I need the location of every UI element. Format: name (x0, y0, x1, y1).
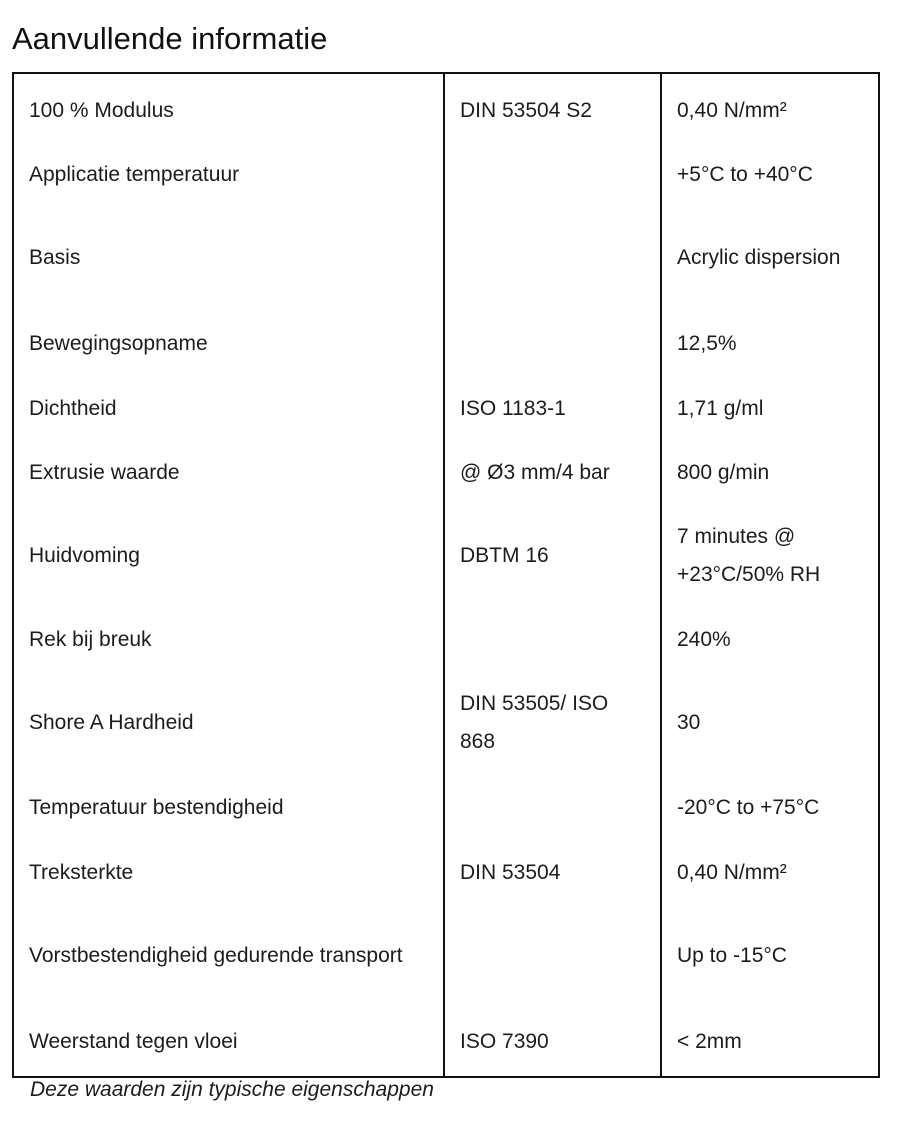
value-cell: 30 (661, 672, 879, 774)
value-cell: 240% (661, 608, 879, 672)
table-row (13, 204, 879, 312)
value-cell: Acrylic dispersion (661, 204, 879, 312)
table-row (13, 774, 879, 842)
value-cell: 12,5% (661, 312, 879, 376)
table-row (13, 376, 879, 442)
property-cell: Applicatie temperatuur (13, 146, 444, 204)
table-row (13, 312, 879, 376)
standard-cell (444, 774, 661, 842)
property-cell: Rek bij breuk (13, 608, 444, 672)
standard-cell: DIN 53505/ ISO 868 (444, 672, 661, 774)
property-cell: Treksterkte (13, 842, 444, 904)
table-row (13, 442, 879, 504)
property-cell: Basis (13, 204, 444, 312)
property-cell: Extrusie waarde (13, 442, 444, 504)
footnote: Deze waarden zijn typische eigenschappen (30, 1078, 434, 1101)
value-cell: < 2mm (661, 1008, 879, 1077)
table-row (13, 1008, 879, 1077)
table-row (13, 73, 879, 146)
standard-cell: DIN 53504 (444, 842, 661, 904)
standard-cell: DIN 53504 S2 (444, 73, 661, 146)
property-cell: Huidvoming (13, 504, 444, 608)
property-cell: 100 % Modulus (13, 73, 444, 146)
property-cell: Temperatuur bestendigheid (13, 774, 444, 842)
standard-cell: ISO 7390 (444, 1008, 661, 1077)
property-cell: Dichtheid (13, 376, 444, 442)
property-cell: Weerstand tegen vloei (13, 1008, 444, 1077)
standard-cell: ISO 1183-1 (444, 376, 661, 442)
properties-table (12, 72, 880, 1078)
standard-cell (444, 904, 661, 1008)
property-cell: Vorstbestendigheid gedurende transport (13, 904, 444, 1008)
value-cell: -20°C to +75°C (661, 774, 879, 842)
value-cell: 0,40 N/mm² (661, 73, 879, 146)
standard-cell: @ Ø3 mm/4 bar (444, 442, 661, 504)
standard-cell (444, 312, 661, 376)
value-cell: 800 g/min (661, 442, 879, 504)
standard-cell (444, 608, 661, 672)
value-cell: +5°C to +40°C (661, 146, 879, 204)
standard-cell (444, 204, 661, 312)
standard-cell: DBTM 16 (444, 504, 661, 608)
value-cell: 0,40 N/mm² (661, 842, 879, 904)
property-cell: Shore A Hardheid (13, 672, 444, 774)
table-row (13, 842, 879, 904)
value-cell: 1,71 g/ml (661, 376, 879, 442)
table-row (13, 504, 879, 608)
value-cell: Up to -15°C (661, 904, 879, 1008)
standard-cell (444, 146, 661, 204)
table-row (13, 608, 879, 672)
property-cell: Bewegingsopname (13, 312, 444, 376)
value-cell: 7 minutes @ +23°C/50% RH (661, 504, 879, 608)
table-row (13, 672, 879, 774)
table-row (13, 146, 879, 204)
table-row (13, 904, 879, 1008)
section-title: Aanvullende informatie (12, 21, 328, 56)
